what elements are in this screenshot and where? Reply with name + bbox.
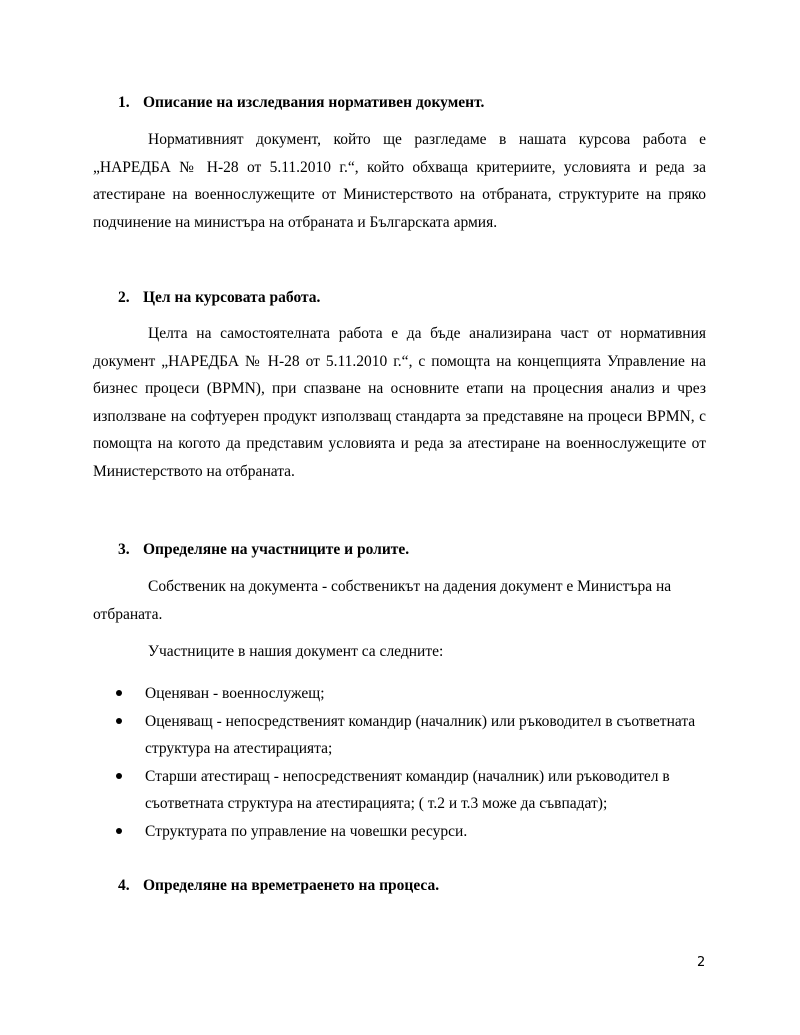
bullet-icon xyxy=(116,690,122,696)
section-3-heading xyxy=(118,540,409,560)
section-4-number: 4. xyxy=(118,877,130,894)
list-item-text: Структурата по управление на човешки ресурси. xyxy=(145,822,468,840)
list-item-text: Старши атестиращ - непосредственият командир (началник) или ръководител в съответната структура на атестирацията; ( т.2 и т.3 може да съвпадат); xyxy=(145,767,670,812)
section-3-number: 3. xyxy=(118,541,130,558)
page-number: 2 xyxy=(697,955,706,970)
section-3-owner-paragraph: Собственик на документа - собственикът на дадения документ е Министъра на отбраната. xyxy=(93,578,672,623)
section-2-title: Цел на курсовата работа. xyxy=(143,289,321,306)
bullet-icon xyxy=(116,773,122,779)
section-4-title: Определяне на времетраенето на процеса. xyxy=(143,877,440,894)
list-item-text: Оценяван - военнослужещ; xyxy=(145,685,325,702)
section-2-paragraph: Целта на самостоятелната работа е да бъде анализирана част от нормативния документ „НАРЕДБА № Н-28 от 5.11.2010 г.“, с помощта на концепцията Управление на бизнес процеси (BPMN), при спазване на основните етапи на процесния анализ и чрез използване на софтуерен продукт използващ стандарта за представяне на процеси BPMN, с помощта на когото да представим условията и реда за атестиране на военнослужещите от Министерството на отбраната. xyxy=(93,325,706,480)
list-item-text: Оценяващ - непосредственият командир (началник) или ръководител в съответната структура на атестирацията; xyxy=(145,712,696,757)
section-1-number: 1. xyxy=(118,94,130,111)
bullet-icon xyxy=(116,718,122,724)
bullet-icon xyxy=(116,828,122,834)
participants-list xyxy=(93,680,706,845)
section-3-title: Определяне на участниците и ролите. xyxy=(143,541,410,558)
section-1-paragraph: Нормативният документ, който ще разгледаме в нашата курсова работа е „НАРЕДБА № Н-28 от 5.11.2010 г.“, който обхваща критериите, условията и реда за атестиране на военнослужещите от Министерството на отбраната, структурите на пряко подчинение на министъра на отбраната и Българската армия. xyxy=(93,131,706,231)
list-item xyxy=(93,680,706,708)
section-4-heading xyxy=(118,876,439,896)
list-item xyxy=(93,708,706,763)
section-3-participants-intro: Участниците в нашия документ са следните: xyxy=(148,643,444,660)
list-item xyxy=(93,818,706,846)
section-1-heading xyxy=(118,93,484,113)
section-2-heading xyxy=(118,288,320,308)
section-2-number: 2. xyxy=(118,289,130,306)
list-item xyxy=(93,763,706,818)
section-1-title: Описание на изследвания нормативен документ. xyxy=(143,94,485,111)
